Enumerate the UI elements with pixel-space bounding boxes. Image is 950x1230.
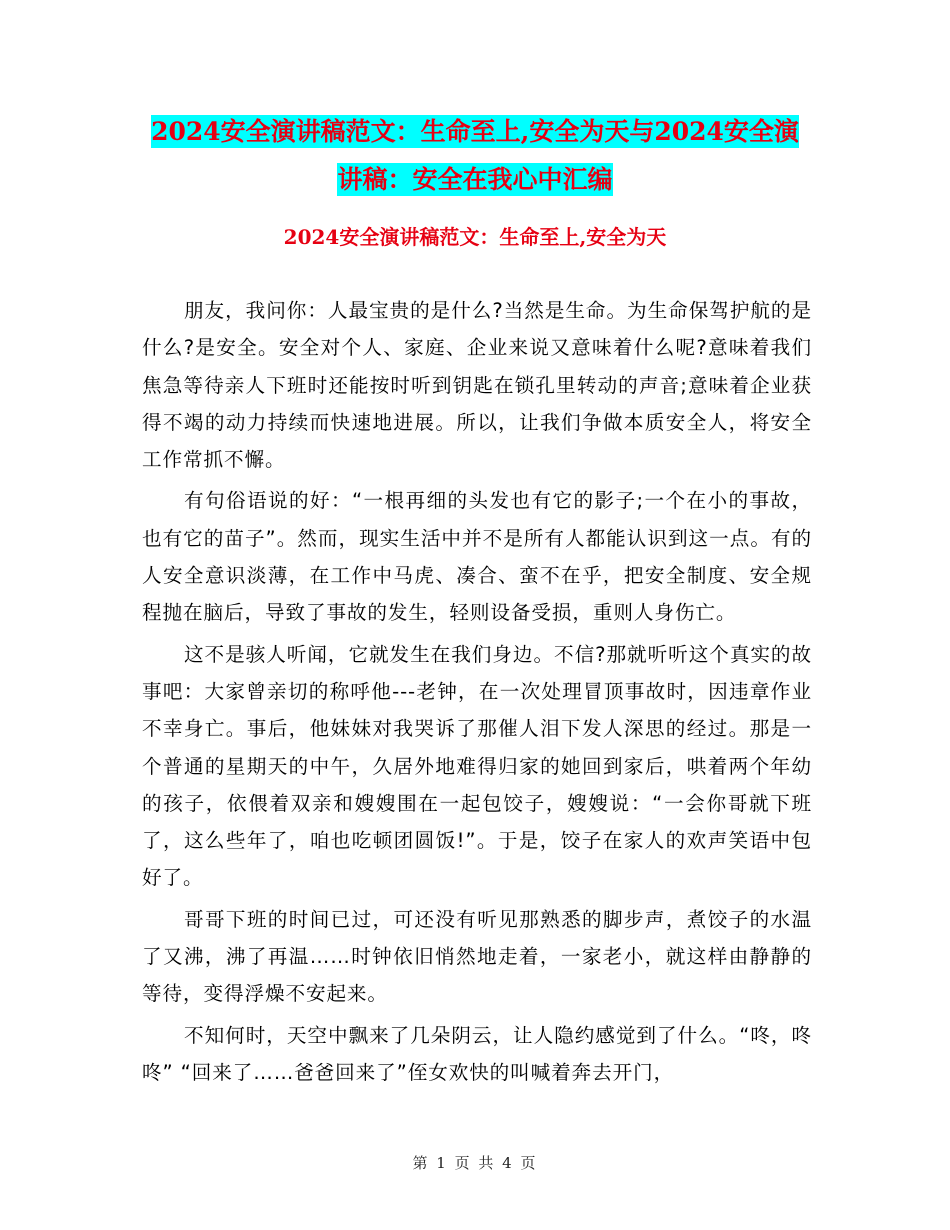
paragraph: 有句俗语说的好：“一根再细的头发也有它的影子;一个在小的事故，也有它的苗子”。然而，现实生活中并不是所有人都能认识到这一点。有的人安全意识淡薄，在工作中马虎、凑合、蛮不在乎，把安全制度、安全规程抛在脑后，导致了事故的发生，轻则设备受损，重则人身伤亡。	[142, 489, 812, 625]
section-heading: 2024安全演讲稿范文：生命至上,安全为天	[283, 225, 667, 249]
paragraph: 不知何时，天空中飘来了几朵阴云，让人隐约感觉到了什么。“咚，咚咚” “回来了……爸爸回来了”侄女欢快的叫喊着奔去开门，	[142, 1023, 812, 1084]
document-title-text: 2024安全演讲稿范文：生命至上,安全为天与2024安全演讲稿：安全在我心中汇编	[151, 117, 799, 194]
paragraph: 哥哥下班的时间已过，可还没有听见那熟悉的脚步声，煮饺子的水温了又沸，沸了再温……时钟依旧悄然地走着，一家老小，就这样由静静的等待，变得浮燥不安起来。	[142, 907, 812, 1006]
paragraph: 这不是骇人听闻，它就发生在我们身边。不信?那就听听这个真实的故事吧：大家曾亲切的称呼他---老钟，在一次处理冒顶事故时，因违章作业不幸身亡。事后，他妹妹对我哭诉了那催人泪下发人深思的经过。那是一个普通的星期天的中午，久居外地难得归家的她回到家后，哄着两个年幼的孩子，依偎着双亲和嫂嫂围在一起包饺子，嫂嫂说：“一会你哥就下班了，这么些年了，咱也吃顿团圆饭!”。于是，饺子在家人的欢声笑语中包好了。	[142, 642, 812, 890]
paragraph: 朋友，我问你：人最宝贵的是什么?当然是生命。为生命保驾护航的是什么?是安全。安全对个人、家庭、企业来说又意味着什么呢?意味着我们焦急等待亲人下班时还能按时听到钥匙在锁孔里转动的声音;意味着企业获得不竭的动力持续而快速地进展。所以，让我们争做本质安全人，将安全工作常抓不懈。	[142, 299, 812, 472]
body-text	[142, 292, 812, 1095]
page-number-footer: 第 1 页 共 4 页	[412, 1154, 538, 1172]
document-title	[140, 108, 810, 204]
